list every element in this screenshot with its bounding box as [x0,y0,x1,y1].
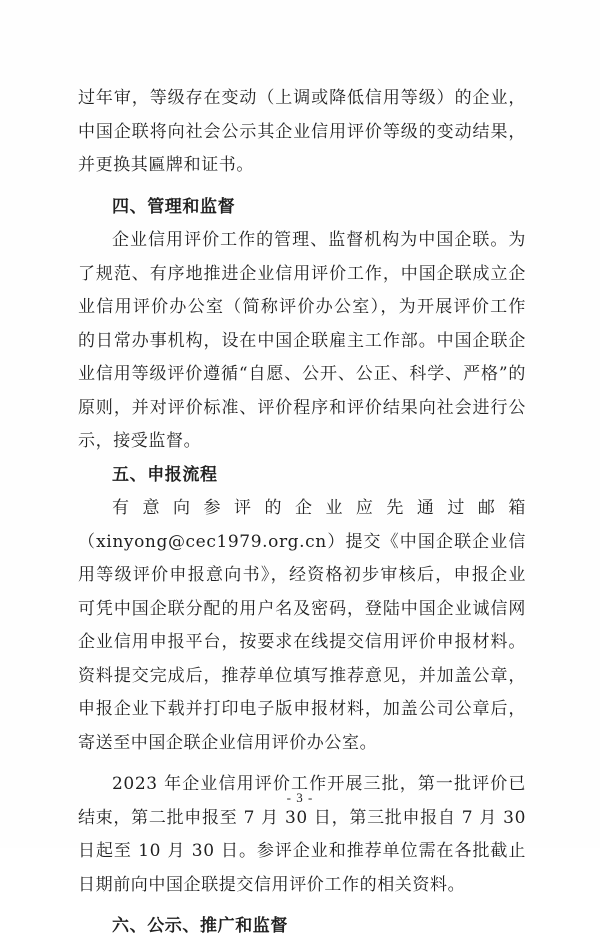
continuation-paragraph: 过年审，等级存在变动（上调或降低信用等级）的企业，中国企联将向社会公示其企业信用评价等级的变动结果，并更换其匾牌和证书。 [78,88,526,175]
page-number: - 3 - [286,790,314,805]
section-4-body: 企业信用评价工作的管理、监督机构为中国企联。为了规范、有序地推进企业信用评价工作，中国企联成立企业信用评价办公室（简称评价办公室），为开展评价工作的日常办事机构，设在中国企联雇主工作部。中国企联企业信用等级评价遵循“自愿、公开、公正、科学、严格”的原则，并对评价标准、评价程序和评价结果向社会进行公示，接受监督。 [78,230,526,451]
section-5-heading: 五、申报流程 [112,464,218,485]
section-4-heading: 四、管理和监督 [112,196,236,217]
section-6-heading: 六、公示、推广和监督 [112,916,288,936]
section-5-body-1: 有意向参评的企业应先通过邮箱（xinyong@cec1979.org.cn）提交《中国企联企业信用等级评价申报意向书》，经资格初步审核后，申报企业可凭中国企联分配的用户名及密码，登陆中国企业诚信网企业信用申报平台，按要求在线提交信用评价申报材料。资料提交完成后，推荐单位填写推荐意见，并加盖公章，申报企业下载并打印电子版申报材料，加盖公司公章后，寄送至中国企联企业信用评价办公室。 [78,498,526,753]
page-content [78,82,526,944]
section-5-body-2: 2023 年企业信用评价工作开展三批，第一批评价已结束，第二批申报至 7 月 30 日，第三批申报自 7 月 30 日起至 10 月 30 日。参评企业和推荐单位需在各批截止日期前向中国企联提交信用评价工作的相关资料。 [78,774,526,895]
